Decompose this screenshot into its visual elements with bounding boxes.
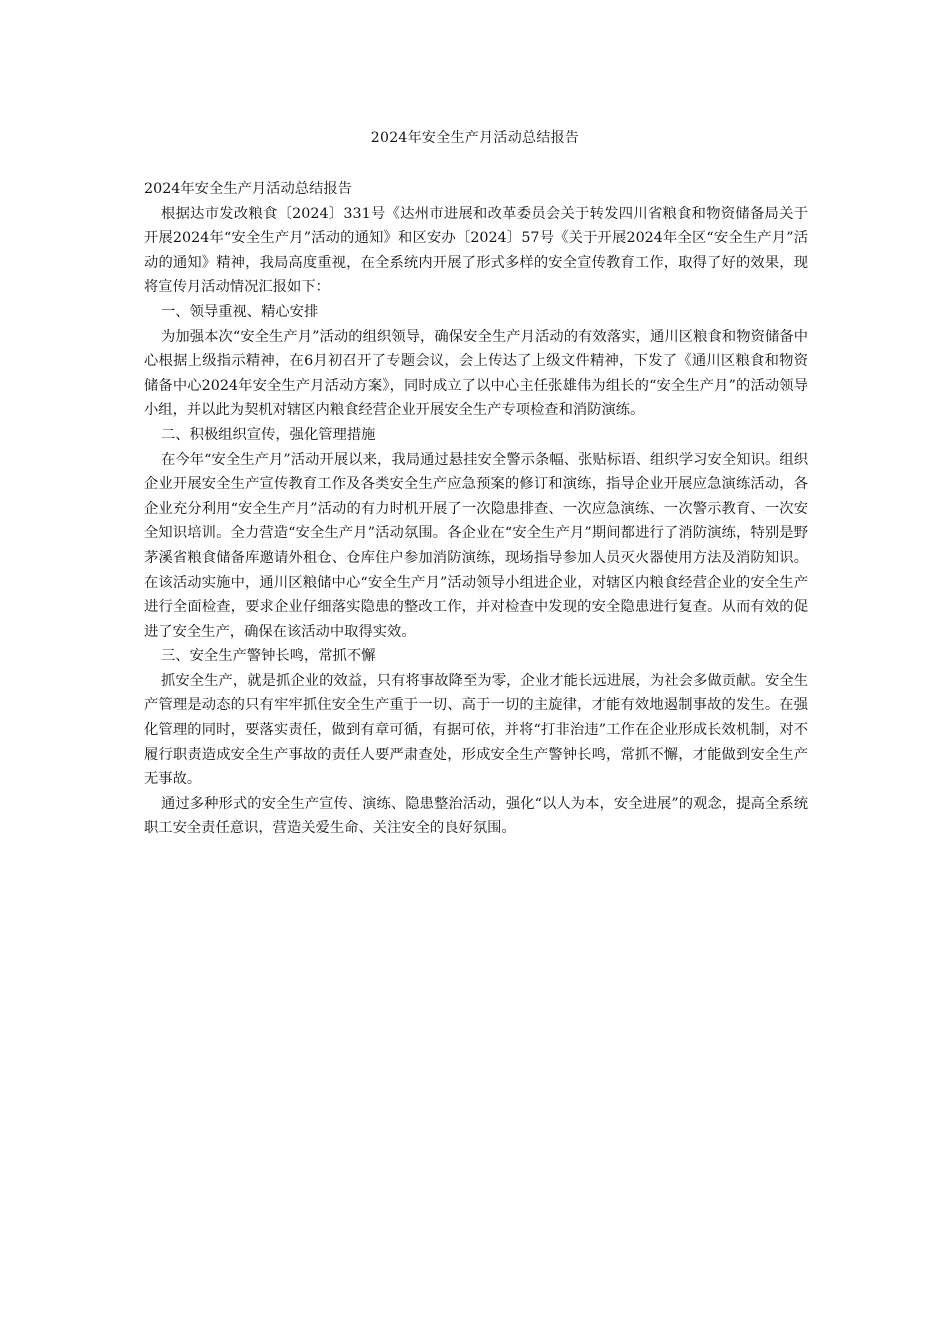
paragraph-conclusion: 通过多种形式的安全生产宣传、演练、隐患整治活动，强化“以人为本，安全进展”的观念，提高全系统职工安全责任意识，营造关爱生命、关注安全的良好氛围。 <box>144 795 808 837</box>
paragraph-section-2: 在今年“安全生产月”活动开展以来，我局通过悬挂安全警示条幅、张贴标语、组织学习安全知识。组织企业开展安全生产宣传教育工作及各类安全生产应急预案的修订和演练，指导企业开展应急演练活动，各企业充分利用“安全生产月”活动的有力时机开展了一次隐患排查、一次应急演练、一次警示教育、一次安全知识培训。全力营造“安全生产月”活动氛围。各企业在“安全生产月”期间都进行了消防演练，特别是野茅溪省粮食储备库邀请外租仓、仓库住户参加消防演练，现场指导参加人员灭火器使用方法及消防知识。在该活动实施中，通川区粮储中心“安全生产月”活动领导小组进企业，对辖区内粮食经营企业的安全生产进行全面检查，要求企业仔细落实隐患的整改工作，并对检查中发现的安全隐患进行复查。从而有效的促进了安全生产，确保在该活动中取得实效。 <box>144 451 808 640</box>
section-heading-2: 二、积极组织宣传，强化管理措施 <box>161 426 376 443</box>
section-heading-3: 三、安全生产警钟长鸣，常抓不懈 <box>161 648 376 665</box>
document-subtitle: 2024年安全生产月活动总结报告 <box>144 181 352 197</box>
document-body <box>144 177 808 841</box>
paragraph-section-3: 抓安全生产，就是抓企业的效益，只有将事故降至为零，企业才能长远进展，为社会多做贡献。安全生产管理是动态的只有牢牢抓住安全生产重于一切、高于一切的主旋律，才能有效地遏制事故的发生。在强化管理的同时，要落实责任，做到有章可循，有据可依，并将“打非治违”工作在企业形成长效机制，对不履行职责造成安全生产事故的责任人要严肃查处，形成安全生产警钟长鸣，常抓不懈，才能做到安全生产无事故。 <box>144 672 808 788</box>
document-title: 2024年安全生产月活动总结报告 <box>370 130 580 146</box>
paragraph-section-1: 为加强本次“安全生产月”活动的组织领导，确保安全生产月活动的有效落实，通川区粮食和物资储备中心根据上级指示精神，在6月初召开了专题会议，会上传达了上级文件精神，下发了《通川区粮食和物资储备中心2024年安全生产月活动方案》，同时成立了以中心主任张雄伟为组长的“安全生产月”的活动领导小组，并以此为契机对辖区内粮食经营企业开展安全生产专项检查和消防演练。 <box>144 328 808 419</box>
paragraph-intro: 根据达市发改粮食〔2024〕331号《达州市进展和改革委员会关于转发四川省粮食和物资储备局关于开展2024年“安全生产月”活动的通知》和区安办〔2024〕57号《关于开展2024年全区“安全生产月”活动的通知》精神，我局高度重视，在全系统内开展了形式多样的安全宣传教育工作，取得了好的效果，现将宣传月活动情况汇报如下： <box>144 205 808 296</box>
section-heading-1: 一、领导重视、精心安排 <box>161 303 319 320</box>
